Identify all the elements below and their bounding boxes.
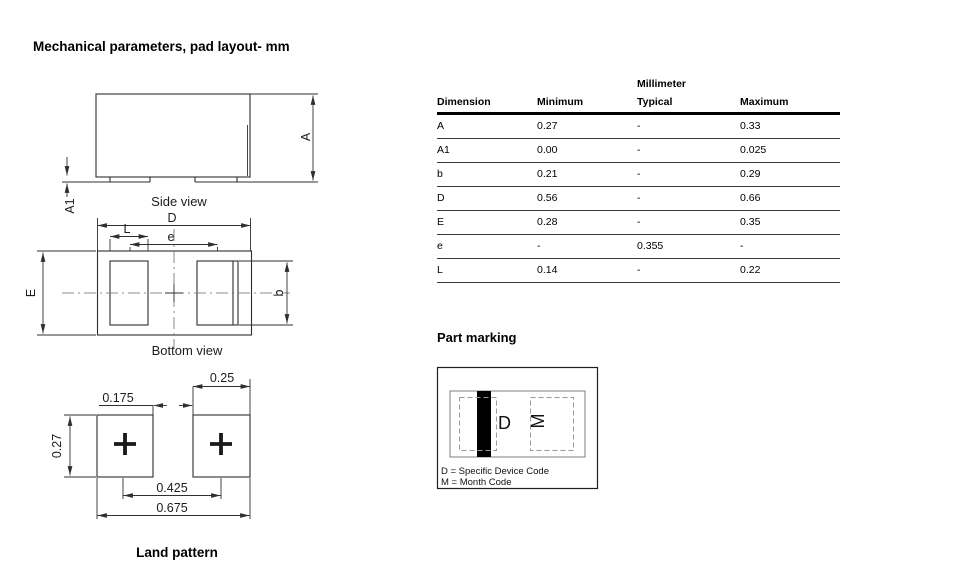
marking-device-outline xyxy=(450,391,585,457)
dimension-pad-height xyxy=(50,415,96,477)
col-header-maximum: Maximum xyxy=(740,96,789,108)
cell-typical: - xyxy=(637,216,641,228)
mechanical-drawings xyxy=(20,60,340,570)
cell-dimension: A xyxy=(437,120,445,132)
side-view-caption: Side view xyxy=(151,194,207,209)
dimension-A1 xyxy=(63,157,77,214)
col-header-typical: Typical xyxy=(637,96,673,108)
dim-label-E: E xyxy=(24,288,38,298)
dim-value-pad-pitch: 0.425 xyxy=(156,481,188,495)
bottom-view-caption: Bottom view xyxy=(151,343,223,358)
cell-minimum: 0.21 xyxy=(537,168,558,180)
cell-typical: - xyxy=(637,120,641,132)
dim-value-pad-width: 0.25 xyxy=(209,371,235,385)
cell-minimum: 0.14 xyxy=(537,264,558,276)
cell-typical: - xyxy=(637,168,641,180)
package-body-outline xyxy=(96,94,250,177)
cell-maximum: 0.29 xyxy=(740,168,761,180)
part-marking-title: Part marking xyxy=(437,330,517,345)
cell-dimension: E xyxy=(437,216,445,228)
cathode-band xyxy=(477,391,491,457)
part-marking-figure xyxy=(436,366,600,491)
table-row xyxy=(437,211,840,235)
dim-label-A: A xyxy=(299,132,313,142)
cell-minimum: 0.00 xyxy=(537,144,558,156)
cell-typical: - xyxy=(637,192,641,204)
table-row xyxy=(437,163,840,187)
month-code-letter: M xyxy=(528,413,548,429)
dim-label-A1: A1 xyxy=(63,198,77,214)
cell-dimension: b xyxy=(437,168,443,180)
bottom-view-figure xyxy=(24,211,293,358)
dimension-pad-gap xyxy=(99,391,192,415)
cell-minimum: 0.27 xyxy=(537,120,558,132)
table-row xyxy=(437,259,840,283)
dim-value-pad-gap: 0.175 xyxy=(102,391,134,405)
cell-dimension: A1 xyxy=(437,144,450,156)
cell-maximum: 0.025 xyxy=(740,144,767,156)
dim-value-pad-height: 0.27 xyxy=(50,433,64,459)
dimension-A xyxy=(299,96,313,181)
cell-typical: 0.355 xyxy=(637,240,664,252)
dim-value-overall-width: 0.675 xyxy=(156,501,188,515)
cell-maximum: 0.22 xyxy=(740,264,761,276)
legend-month-code: M = Month Code xyxy=(441,477,512,488)
cell-dimension: D xyxy=(437,192,445,204)
col-header-dimension: Dimension xyxy=(437,96,491,108)
table-row xyxy=(437,235,840,259)
cell-minimum: 0.56 xyxy=(537,192,558,204)
dim-label-L: L xyxy=(123,222,131,236)
device-code-letter: D xyxy=(498,413,511,433)
cell-maximum: 0.66 xyxy=(740,192,761,204)
cell-maximum: 0.33 xyxy=(740,120,761,132)
cell-typical: - xyxy=(637,144,641,156)
land-pattern-caption: Land pattern xyxy=(136,545,218,560)
legend-device-code: D = Specific Device Code xyxy=(441,466,549,477)
table-row xyxy=(437,139,840,163)
land-pattern-figure xyxy=(50,371,250,560)
dimension-pad-width xyxy=(193,371,250,415)
cell-maximum: 0.35 xyxy=(740,216,761,228)
dim-label-b: b xyxy=(272,289,286,297)
table-row xyxy=(437,115,840,139)
table-row xyxy=(437,187,840,211)
cell-dimension: e xyxy=(437,240,443,252)
terminal-feet xyxy=(62,177,318,182)
dim-label-e: e xyxy=(167,230,175,244)
cell-maximum: - xyxy=(740,240,744,252)
dimensions-table xyxy=(437,78,840,283)
cell-minimum: - xyxy=(537,240,541,252)
table-header-row xyxy=(437,94,840,115)
dimension-pad-pitch xyxy=(123,478,221,499)
cell-dimension: L xyxy=(437,264,443,276)
table-unit-row xyxy=(437,78,840,94)
dim-label-D: D xyxy=(167,211,177,225)
side-view-figure xyxy=(62,94,318,214)
page-title: Mechanical parameters, pad layout- mm xyxy=(33,39,290,54)
col-header-minimum: Minimum xyxy=(537,96,584,108)
cell-typical: - xyxy=(637,264,641,276)
cell-minimum: 0.28 xyxy=(537,216,558,228)
unit-header: Millimeter xyxy=(637,78,687,90)
